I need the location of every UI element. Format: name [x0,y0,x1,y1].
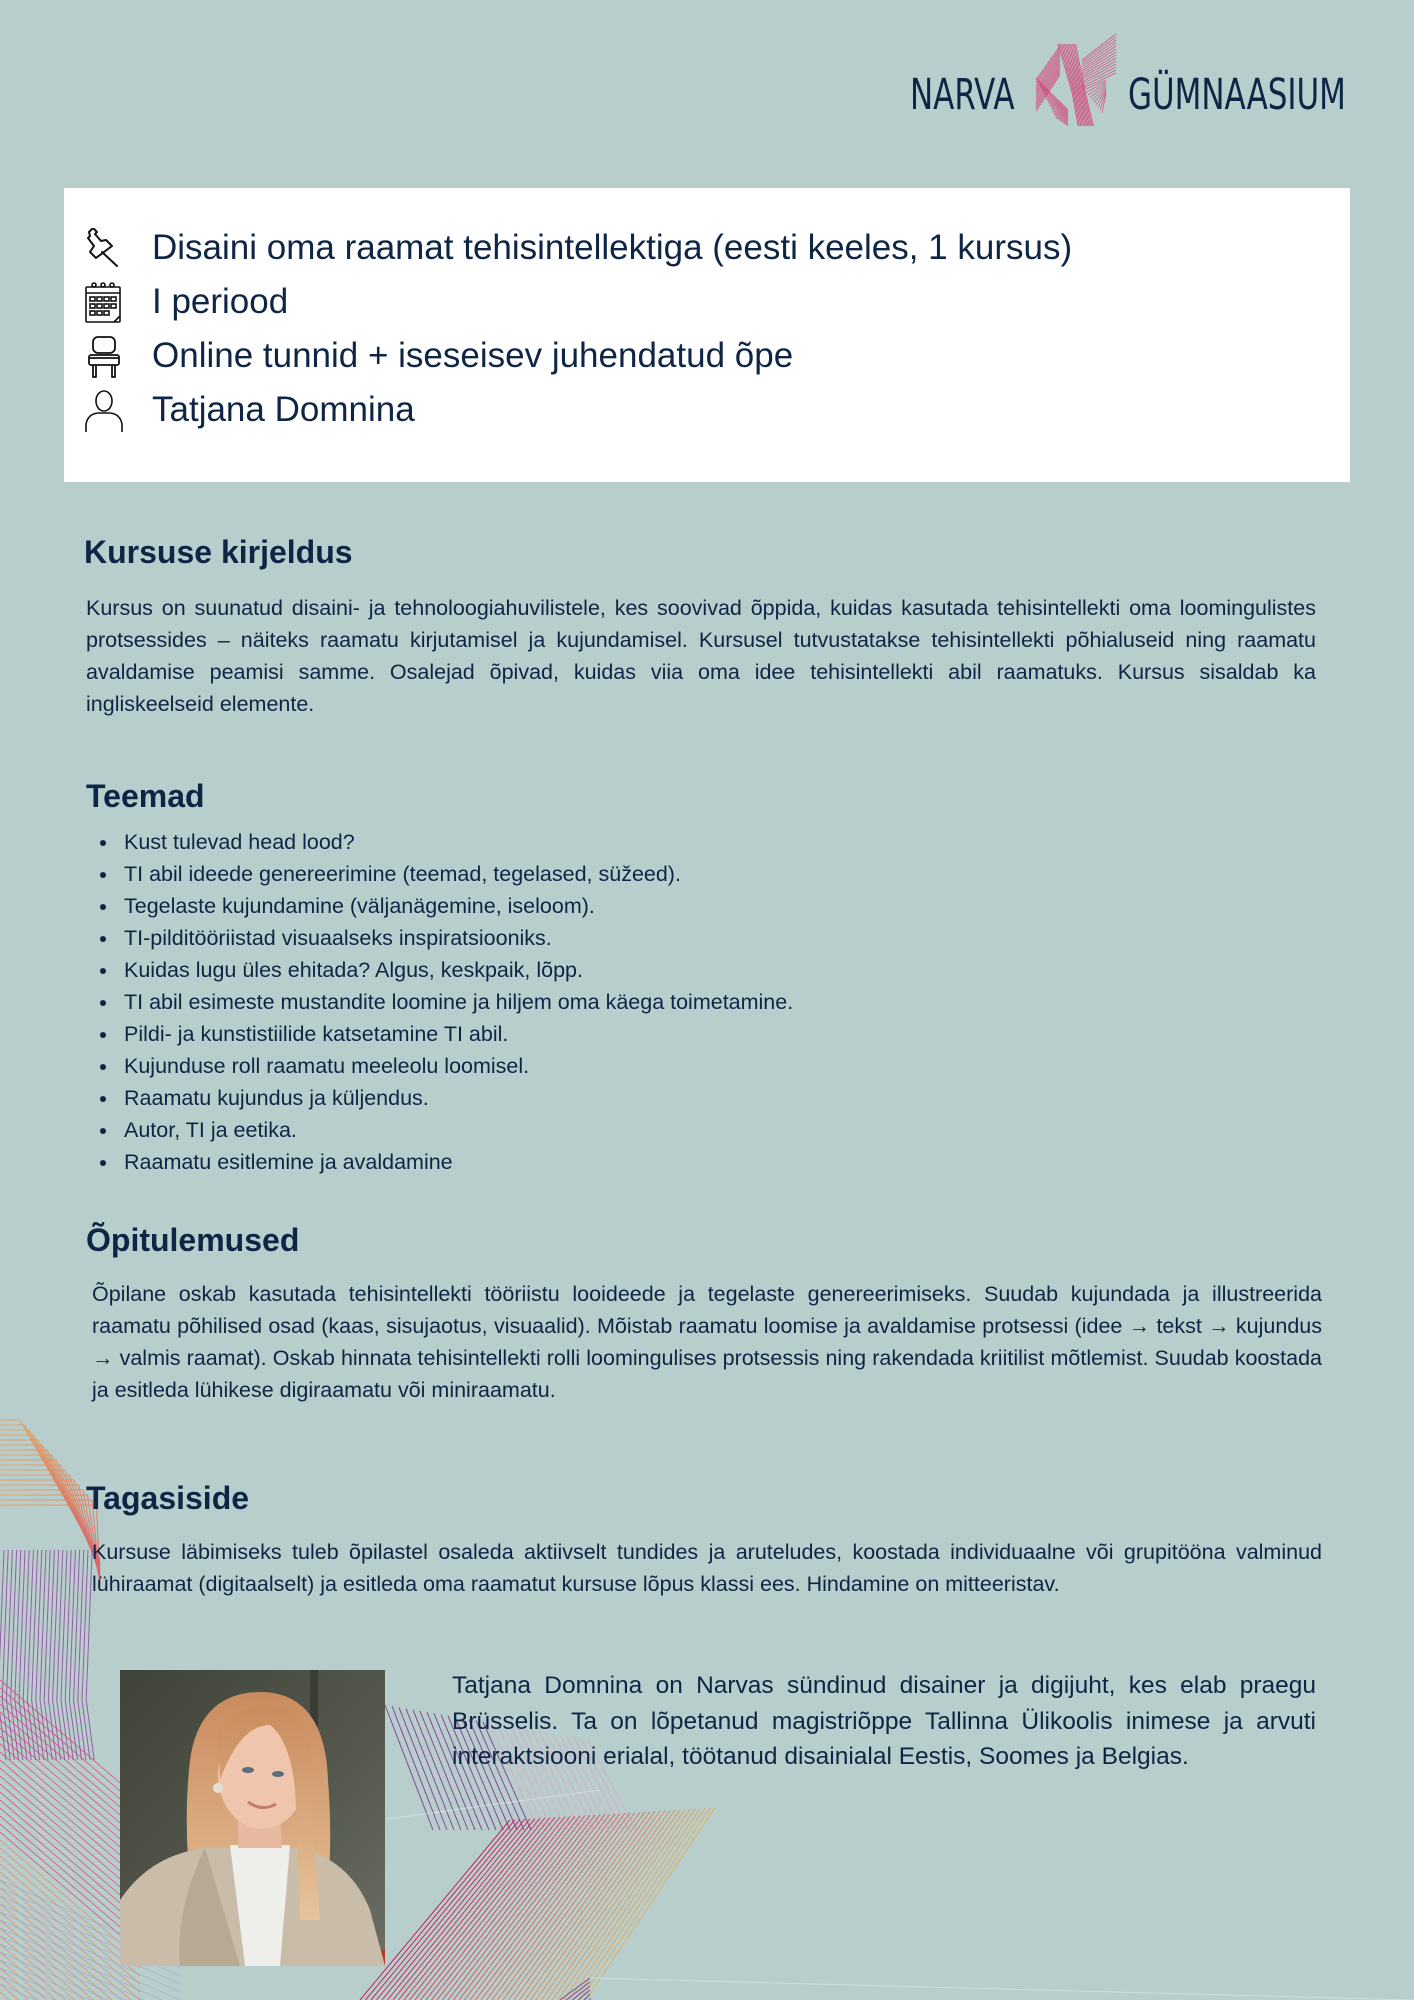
section-title-description: Kursuse kirjeldus [84,534,353,570]
decorative-line [0,1968,180,2000]
decorative-line [0,1550,6,1760]
decorative-line [0,1912,140,2000]
decorative-line [590,1978,1414,2000]
decorative-line [27,1550,35,1760]
decorative-line [410,1817,556,2000]
decorative-line [0,1736,140,1856]
decorative-line [11,1550,19,1760]
decorative-line [0,1824,140,1944]
decorative-line [0,1752,140,1872]
decorative-line [44,1550,52,1760]
decorative-line [40,1550,48,1760]
decorative-line [459,1815,600,2000]
decorative-line [514,1812,650,2000]
decorative-line [0,1720,140,1840]
chair-icon [84,336,124,378]
decorative-line [0,1495,100,1583]
teacher-portrait-image [120,1670,385,1966]
decorative-line [0,1712,140,1832]
info-row-period [64,276,1350,328]
decorative-line [0,1500,100,1584]
decorative-line [53,1550,61,1760]
decorative-line [0,1440,100,1566]
decorative-line [569,1809,700,2000]
decorative-line [65,1550,73,1760]
teacher-name: Tatjana Domnina [152,390,415,429]
section-title-feedback: Tagasiside [86,1480,250,1516]
decorative-line [0,1480,100,1578]
decorative-line [371,1819,520,2000]
decorative-line [421,1817,566,2000]
decorative-line [0,1696,140,1816]
period-text: I periood [152,282,289,321]
decorative-line [380,1790,600,1820]
topics-list [86,826,793,1178]
topic-item: Tegelaste kujundamine (väljanägemine, iseloom). [124,890,793,922]
decorative-line [564,1809,696,2000]
decorative-line [0,1688,140,1808]
section-title-topics: Teemad [86,778,205,814]
decorative-line [0,1968,140,2000]
decorative-line [448,1815,590,2000]
decorative-line [575,1808,706,2000]
info-row-teacher [64,384,1350,436]
decorative-line [0,1936,140,2000]
decorative-line [0,1490,100,1581]
decorative-line [0,1728,140,1848]
decorative-line [0,1944,140,2000]
decorative-line [23,1550,31,1760]
decorative-line [572,1986,590,2000]
decorative-line [0,1888,140,2000]
decorative-line [0,1475,100,1577]
decorative-line [0,1976,180,2000]
logo-ribbon-line [1044,93,1069,116]
info-row-format [64,330,1350,382]
decorative-line [0,1856,140,1976]
decorative-line [0,1505,100,1586]
decorative-line [531,1811,666,2000]
decorative-line [2,1550,10,1760]
decorative-line [487,1813,626,2000]
decorative-line [432,1816,576,2000]
topic-item: TI-pilditööriistad visuaalseks inspiratsiooniks. [124,922,793,954]
decorative-line [57,1550,65,1760]
decorative-line [82,1550,90,1760]
decorative-line [0,1976,140,2000]
decorative-line [509,1812,646,2000]
decorative-line [437,1816,580,2000]
decorative-line [0,1872,140,1992]
decorative-line [392,1706,440,1830]
decorative-line [0,1984,180,2000]
decorative-line [0,1832,140,1952]
decorative-line [48,1550,56,1760]
decorative-line [498,1813,636,2000]
course-info-box [64,188,1350,482]
decorative-line [520,1811,656,2000]
course-title: Disaini oma raamat tehisintellektiga (eesti keeles, 1 kursus) [152,228,1073,267]
outcomes-text: Õpilane oskab kasutada tehisintellekti tööriistu looideede ja tegelaste genereerimiseks. Suudab kujundada ja illustreerida raamatu põhilised osad (kaas, sisujaotus, visuaalid). Mõistab raamatu loomise ja avaldamise protsessi (idee → tekst → kujundus → valmis raamat). Oskab hinnata tehisintellekti rolli loomingulises protsessis ning rakendada kriitilist mõtlemist. Suudab koostada ja esitleda lühikese digiraamatu või miniraamatu. [92,1282,1322,1402]
decorative-line [0,1425,100,1562]
decorative-line [0,1992,140,2000]
decorative-line [0,1960,180,2000]
decorative-line [536,1810,670,2000]
decorative-line [0,1816,140,1936]
topic-item: Kuidas lugu üles ehitada? Algus, keskpaik, lõpp. [124,954,793,986]
section-title-outcomes: Õpitulemused [86,1222,300,1258]
decorative-line [399,1707,447,1830]
decorative-line [74,1550,82,1760]
decorative-line [476,1814,616,2000]
format-text: Online tunnid + iseseisev juhendatud õpe [152,336,794,375]
decorative-line [415,1817,560,2000]
decorative-line [0,1800,140,1920]
topic-item: Kust tulevad head lood? [124,826,793,858]
decorative-line [377,1819,526,2000]
description-text: Kursus on suunatud disaini- ja tehnoloogiahuvilistele, kes soovivad õppida, kuidas kasutada tehisintellekti oma loomingulistes protsessides – näiteks raamatu kirjutamisel ja kujundamisel. Kursusel tutvustatakse tehisintellekti põhialuseid ning raamatu avaldamise peamisi samme. Osalejad õpivad, kuidas viia oma idee tehisintellekti abil raamatuks. Kursus sisaldab ka ingliskeelseid elemente. [86,596,1316,716]
decorative-line [0,1984,140,2000]
decorative-line [388,1819,536,2000]
decorative-line [0,1784,140,1904]
logo-ribbon-mark [1028,30,1128,130]
topic-item: Pildi- ja kunstistiilide katsetamine TI abil. [124,1018,793,1050]
decorative-line [399,1818,546,2000]
decorative-line [0,1952,140,2000]
decorative-line [586,1808,716,2000]
decorative-line [0,1880,140,2000]
logo-ribbon-line [1041,87,1069,114]
decorative-line [547,1810,680,2000]
topic-item: TI abil esimeste mustandite loomine ja hiljem oma käega toimetamine. [124,986,793,1018]
decorative-line [0,1792,140,1912]
decorative-line [0,1455,100,1571]
decorative-line [426,1816,570,2000]
decorative-line [0,1960,140,2000]
decorative-line [0,1470,100,1575]
decorative-line [0,1435,100,1565]
decorative-line [0,1680,140,1800]
logo-ribbon-line [1082,64,1116,82]
decorative-line [0,1920,140,2000]
decorative-line [0,1445,100,1568]
feedback-text: Kursuse läbimiseks tuleb õpilastel osaleda aktiivselt tundides ja aruteludes, koostada individuaalne või grupitööna valminud lühiraamat (digitaalselt) ja esitleda oma raamatut kursuse lõpus klassi ees. Hindamine on mitteeristav. [92,1540,1322,1596]
decorative-line [465,1814,606,2000]
decorative-line [503,1812,640,2000]
decorative-line [69,1550,77,1760]
decorative-line [36,1550,44,1760]
decorative-line [366,1820,516,2000]
decorative-line [0,1704,140,1824]
decorative-line [393,1818,540,2000]
decorative-line [525,1811,660,2000]
teacher-bio: Tatjana Domnina on Narvas sündinud disainer ja digijuht, kes elab praegu Brüsselis. Ta on lõpetanud magistriõppe Tallinna Ülikoolis inimese ja arvuti interaktsiooni erialal, töötanud disainialal Eestis, Soomes ja Belgias. [452,1672,1316,1770]
decorative-line [542,1810,676,2000]
decorative-line [0,1760,140,1880]
decorative-line [580,1808,710,2000]
decorative-line [78,1550,86,1760]
decorative-line [0,1465,100,1574]
decorative-line [0,1744,140,1864]
decorative-line [553,1810,686,2000]
topic-item: Raamatu kujundus ja küljendus. [124,1082,793,1114]
decorative-line [558,1809,690,2000]
decorative-line [0,1776,140,1896]
decorative-line [6,1550,14,1760]
decorative-line [492,1813,630,2000]
decorative-line [15,1550,23,1760]
decorative-line [470,1814,610,2000]
decorative-line [32,1550,40,1760]
decorative-line [0,1430,100,1563]
school-logo [908,28,1348,128]
topic-item: Kujunduse roll raamatu meeleolu loomisel. [124,1050,793,1082]
decorative-line [560,1978,590,2000]
calendar-icon [84,282,124,324]
decorative-line [385,1705,433,1830]
info-row-course-title [64,222,1350,274]
decorative-line [443,1816,586,2000]
logo-word-narva: NARVA [910,70,1015,120]
decorative-line [0,1848,140,1968]
decorative-line [0,1460,100,1572]
decorative-line [0,1485,100,1580]
decorative-line [406,1709,454,1830]
decorative-line [0,1928,140,2000]
teacher-photo [120,1670,385,1966]
decorative-line [0,1450,100,1569]
decorative-line [454,1815,596,2000]
decorative-line [0,1904,140,2000]
decorative-line [0,1420,100,1560]
decorative-line [578,1990,590,2000]
topic-item: Raamatu esitlemine ja avaldamine [124,1146,793,1178]
person-icon [84,390,124,432]
logo-word-gumnaasium: GÜMNAASIUM [1128,70,1346,120]
decorative-line [0,1840,140,1960]
decorative-line [19,1550,27,1760]
decorative-line [566,1982,590,2000]
decorative-line [584,1994,590,2000]
topic-item: Autor, TI ja eetika. [124,1114,793,1146]
decorative-line [0,1768,140,1888]
decorative-line [382,1819,530,2000]
decorative-line [404,1818,550,2000]
topic-item: TI abil ideede genereerimine (teemad, tegelased, süžeed). [124,858,793,890]
decorative-line [0,1808,140,1928]
decorative-line [0,1864,140,1984]
decorative-line [61,1550,69,1760]
decorative-line [0,1896,140,2000]
pushpin-icon [84,228,124,270]
decorative-line [481,1813,620,2000]
